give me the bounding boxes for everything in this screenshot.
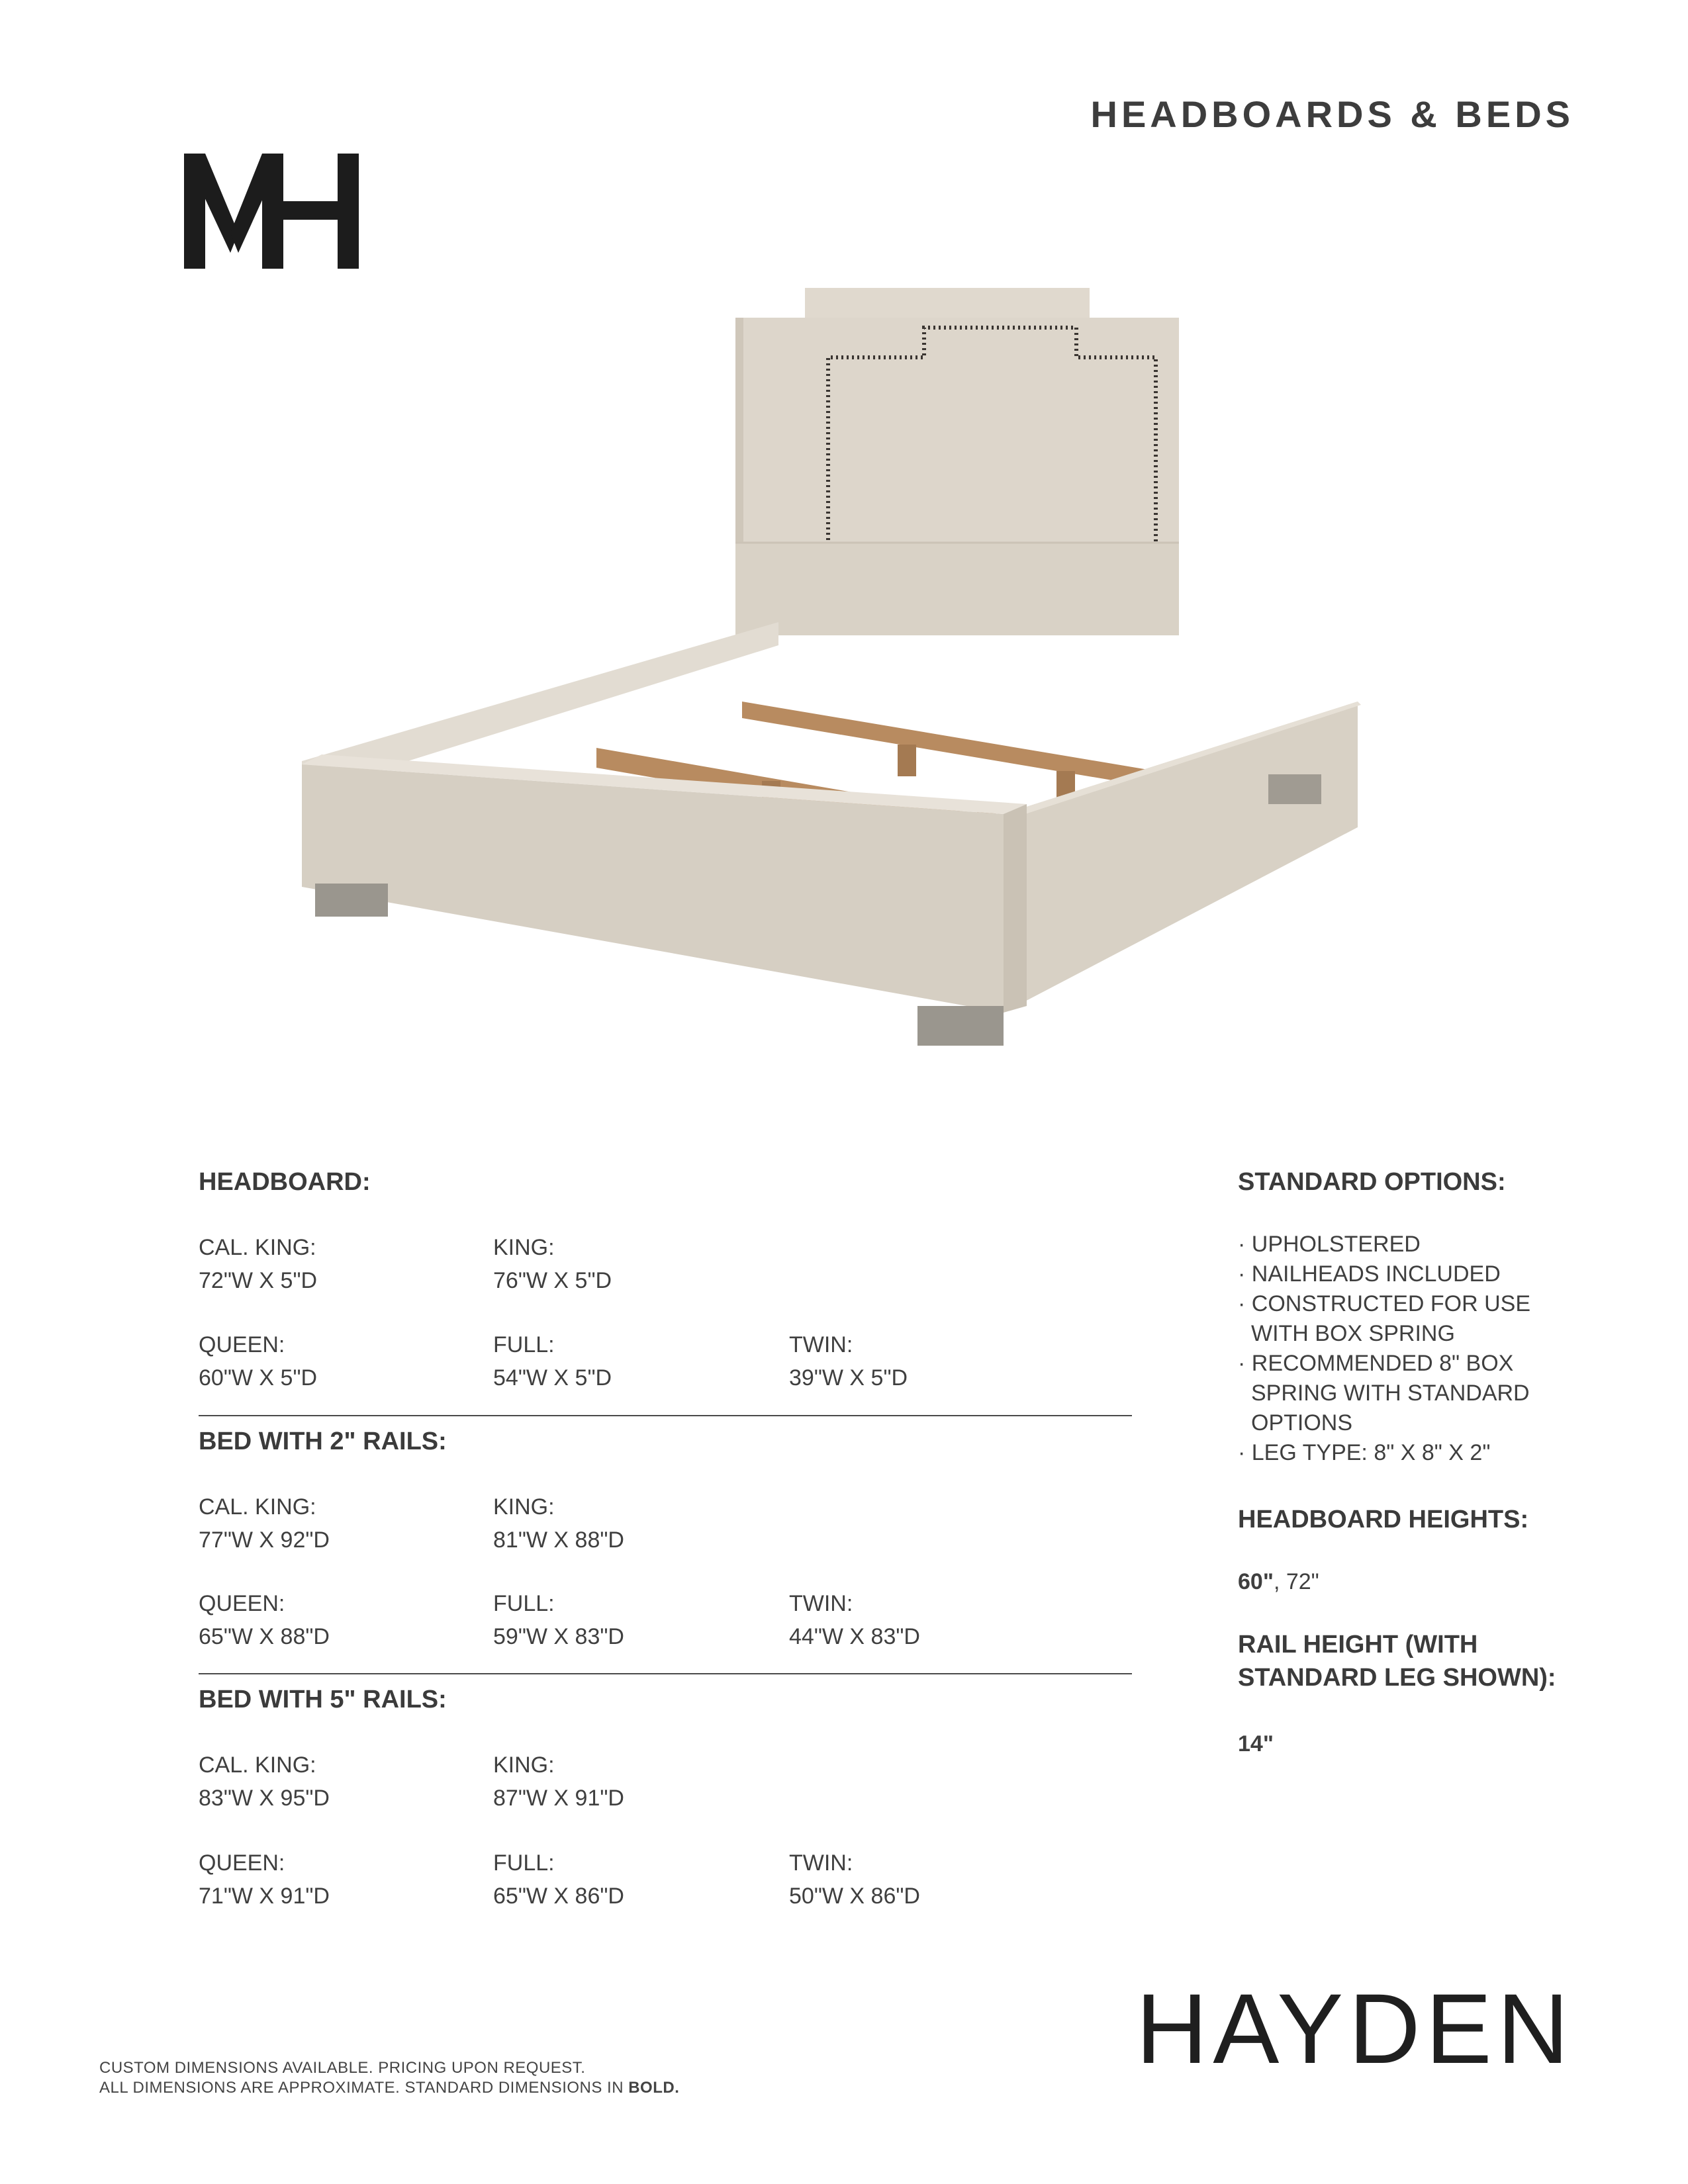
heights-title: HEADBOARD HEIGHTS: [1238, 1506, 1529, 1533]
headboard-title: HEADBOARD: [199, 1168, 371, 1196]
bed5-twin: TWIN: 50"W X 86"D [789, 1850, 920, 1909]
bed5-full: FULL: 65"W X 86"D [493, 1850, 624, 1909]
option-item: WITH BOX SPRING [1251, 1321, 1455, 1346]
footnote: CUSTOM DIMENSIONS AVAILABLE. PRICING UPON REQUEST. ALL DIMENSIONS ARE APPROXIMATE. STANDARD DIMENSIONS IN BOLD. [99, 2059, 680, 2097]
divider [199, 1415, 1132, 1416]
headboard-king: KING: 76"W X 5"D [493, 1235, 612, 1293]
heights-values: 60", 72" [1238, 1569, 1319, 1594]
bed5-queen: QUEEN: 71"W X 91"D [199, 1850, 330, 1909]
bed2-twin: TWIN: 44"W X 83"D [789, 1591, 920, 1649]
leg [917, 1006, 1004, 1046]
option-item: · CONSTRUCTED FOR USE [1238, 1291, 1530, 1316]
headboard-cal-king: CAL. KING: 72"W X 5"D [199, 1235, 318, 1293]
brand-name: HAYDEN [1136, 1973, 1574, 2084]
right-rail [1004, 702, 1358, 1013]
category-title: HEADBOARDS & BEDS [1090, 93, 1574, 135]
bed2-full: FULL: 59"W X 83"D [493, 1591, 624, 1649]
options-list [1238, 1230, 1530, 1468]
option-item: · RECOMMENDED 8" BOX [1238, 1351, 1514, 1376]
option-item: SPRING WITH STANDARD [1251, 1381, 1530, 1406]
option-item: · LEG TYPE: 8" X 8" X 2" [1238, 1440, 1491, 1465]
bed2-cal-king: CAL. KING: 77"W X 92"D [199, 1494, 330, 1553]
option-item: · UPHOLSTERED [1238, 1232, 1421, 1257]
mh-logo [184, 154, 359, 272]
option-item: OPTIONS [1251, 1410, 1353, 1435]
rail-title: RAIL HEIGHT (WITH STANDARD LEG SHOWN): [1238, 1631, 1556, 1692]
bed5-king: KING: 87"W X 91"D [493, 1752, 624, 1811]
headboard-queen: QUEEN: 60"W X 5"D [199, 1332, 318, 1390]
option-item: · NAILHEADS INCLUDED [1238, 1261, 1501, 1287]
leg [315, 884, 388, 917]
bed5-cal-king: CAL. KING: 83"W X 95"D [199, 1752, 330, 1811]
product-image [302, 278, 1401, 1102]
headboard-twin: TWIN: 39"W X 5"D [789, 1332, 908, 1390]
divider [199, 1673, 1132, 1674]
leg [1268, 774, 1321, 804]
slat [742, 702, 1156, 788]
options-title: STANDARD OPTIONS: [1238, 1168, 1506, 1196]
bed2-king: KING: 81"W X 88"D [493, 1494, 624, 1553]
headboard-full: FULL: 54"W X 5"D [493, 1332, 612, 1390]
bed2-title: BED WITH 2" RAILS: [199, 1428, 447, 1455]
bed2-queen: QUEEN: 65"W X 88"D [199, 1591, 330, 1649]
bed5-title: BED WITH 5" RAILS: [199, 1686, 447, 1713]
rail-value: 14" [1238, 1731, 1274, 1756]
